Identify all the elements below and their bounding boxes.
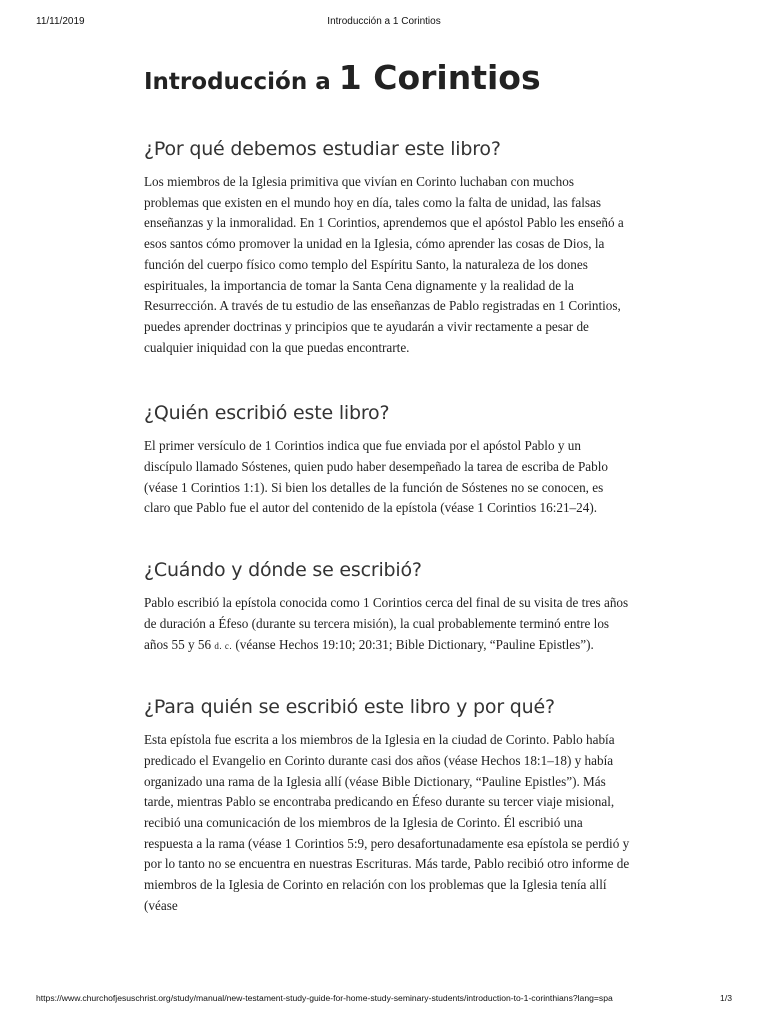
section-for-whom — [144, 696, 632, 916]
section-paragraph: El primer versículo de 1 Corintios indica que fue enviada por el apóstol Pablo y un discípulo llamado Sóstenes, quien pudo haber desempeñado la tarea de escriba de Pablo (véase 1 Corintios 1:1). Si bien los detalles de la función de Sóstenes no se conocen, es claro que Pablo fue el autor del contenido de la epístola (véase 1 Corintios 16:21–24). — [144, 438, 608, 516]
print-date: 11/11/2019 — [36, 16, 85, 27]
section-heading: ¿Para quién se escribió este libro y por qué? — [144, 696, 555, 719]
paragraph-text-after: (véanse Hechos 19:10; 20:31; Bible Dictionary, “Pauline Epistles”). — [232, 636, 594, 652]
page-title-main: 1 Corintios — [338, 58, 541, 97]
section-heading: ¿Por qué debemos estudiar este libro? — [144, 138, 501, 160]
era-abbreviation: d. c. — [214, 640, 233, 651]
article-content — [144, 50, 632, 917]
section-heading: ¿Cuándo y dónde se escribió? — [144, 559, 422, 582]
section-heading: ¿Quién escribió este libro? — [144, 402, 390, 425]
section-paragraph: Los miembros de la Iglesia primitiva que vivían en Corinto luchaban con muchos problemas que existen en el mundo hoy en día, tales como la falta de unidad, las falsas enseñanzas y la inmoralidad. En 1 Corintios, aprendemos que el apóstol Pablo les enseñó a esos santos cómo promover la unidad en la Iglesia, cómo aprender las cosas de Dios, la función del cuerpo físico como templo del Espíritu Santo, la naturaleza de los dones espirituales, la importancia de tomar la Santa Cena dignamente y la realidad de la Resurrección. A través de tu estudio de las enseñanzas de Pablo registradas en 1 Corintios, puedes aprender doctrinas y principios que te ayudarán a vivir rectamente a pesar de cualquier iniquidad con la que puedas encontrarte. — [144, 174, 624, 355]
print-footer — [0, 993, 768, 1007]
section-paragraph — [144, 593, 632, 656]
section-paragraph: Esta epístola fue escrita a los miembros de la Iglesia en la ciudad de Corinto. Pablo había predicado el Evangelio en Corinto durante casi dos años (véase Hechos 18:1–18) y había organizado una rama de la Iglesia allí (véase Bible Dictionary, “Pauline Epistles”). Más tarde, mientras Pablo se encontraba predicando en Éfeso durante su tercer viaje misional, recibió una comunicación de los miembros de la Iglesia de Corinto. Él escribió una respuesta a la rama (véase 1 Corintios 5:9, pero desafortunadamente esa epístola se perdió y por lo tanto no se encuentra en nuestras Escrituras. Más tarde, Pablo recibió otro informe de miembros de la Iglesia de Corinto en relación con los problemas que la Iglesia tenía allí (véase — [144, 732, 630, 913]
page-title-prefix: Introducción a — [144, 69, 339, 95]
page-title — [144, 50, 632, 106]
print-document-title: Introducción a 1 Corintios — [327, 16, 441, 27]
section-when-where — [144, 559, 632, 656]
print-header — [0, 16, 768, 30]
section-why-study — [144, 138, 632, 358]
section-who-wrote — [144, 402, 632, 519]
paragraph-text-before: Pablo escribió la epístola conocida como 1 Corintios cerca del final de su visita de tres años de duración a Éfeso (durante su tercera misión), la cual probablemente terminó entre los años 55 y 56 — [144, 595, 629, 652]
page-number: 1/3 — [720, 993, 732, 1003]
page-url: https://www.churchofjesuschrist.org/study/manual/new-testament-study-guide-for-home-study-seminary-students/introduction-to-1-corinthians?lang=spa — [36, 993, 613, 1003]
